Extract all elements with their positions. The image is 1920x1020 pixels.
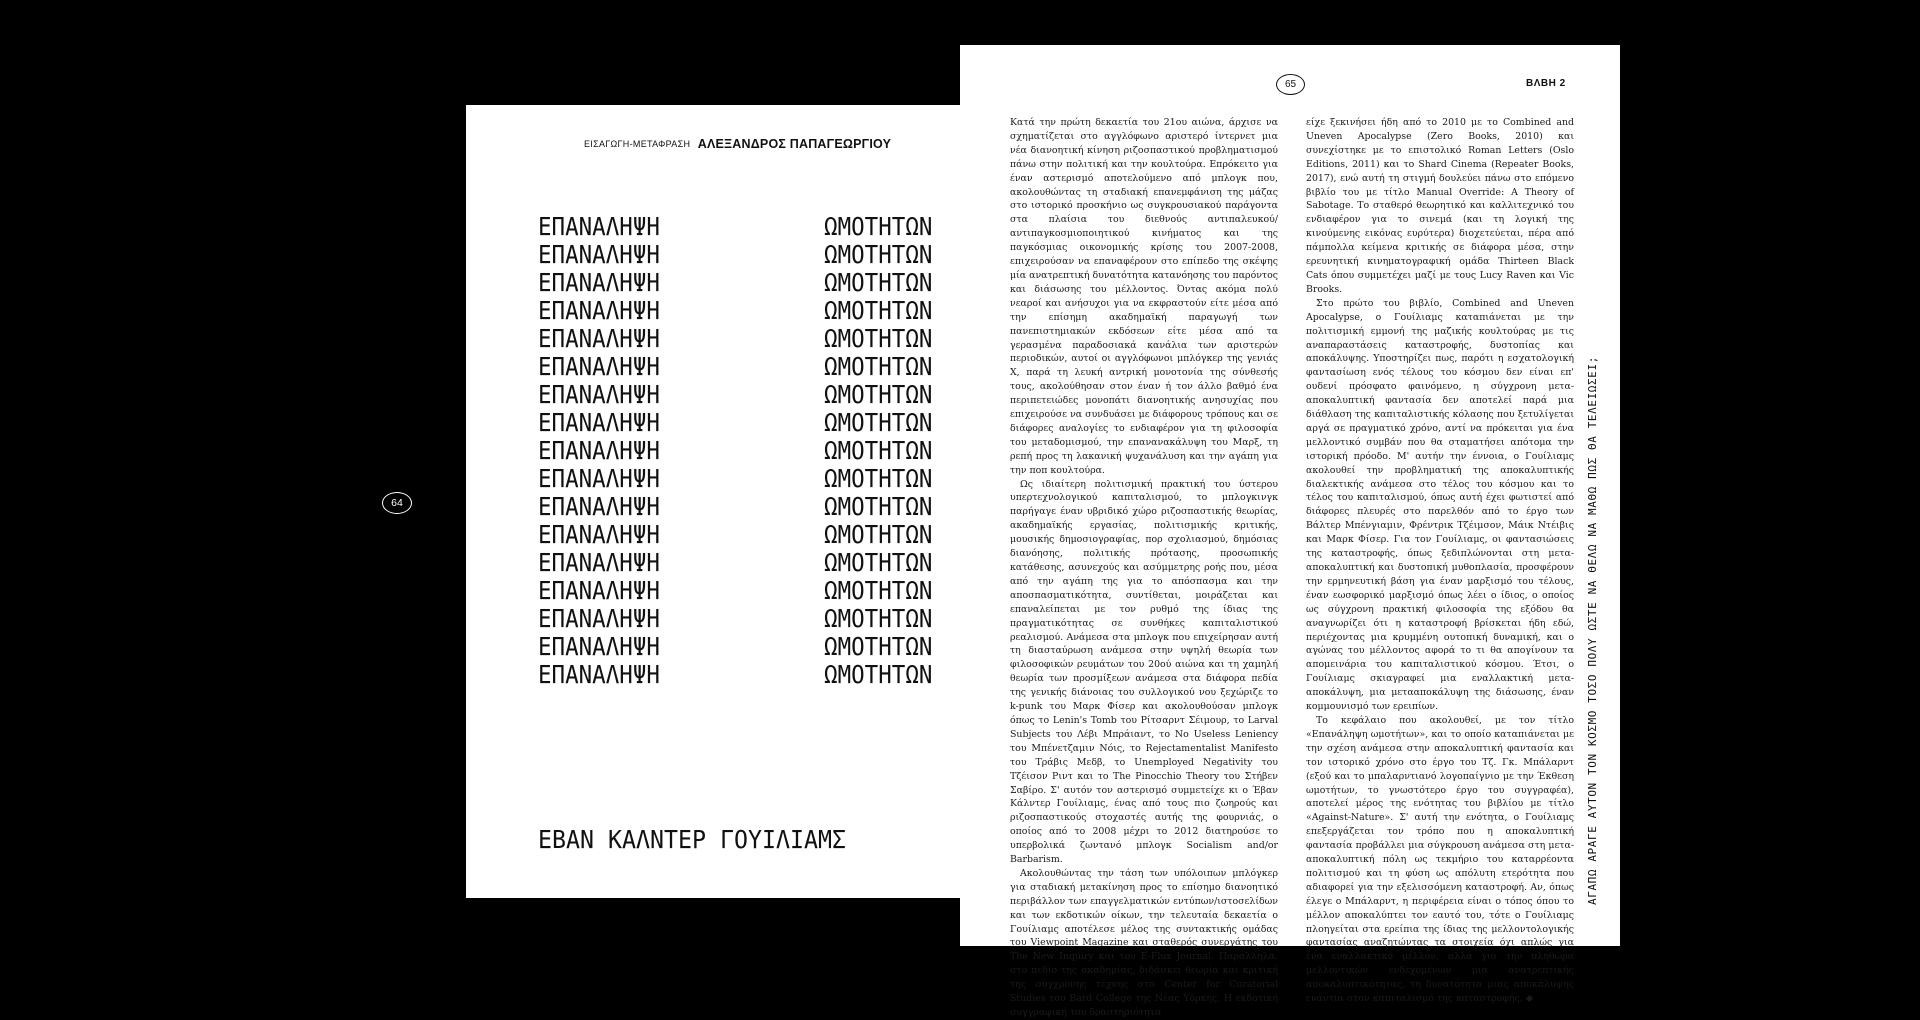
- translator-credit: [584, 135, 891, 153]
- title-word-left: ΕΠΑΝΑΛΗΨΗ: [538, 408, 660, 437]
- title-word-left: ΕΠΑΝΑΛΗΨΗ: [538, 576, 660, 605]
- credit-name: ΑΛΕΞΑΝΔΡΟΣ ΠΑΠΑΓΕΩΡΓΙΟΥ: [697, 136, 892, 151]
- title-row: [538, 437, 932, 465]
- title-row: [538, 661, 932, 689]
- body-paragraph: Στο πρώτο του βιβλίο, Combined and Uneven Apocalypse, ο Γουίλιαμς καταπιάνεται με την πολιτισμική εμμονή της μαζικής κουλτούρας με τις αναπαραστάσεις καταστροφής, δυστοπίας και αποκάλυψης. Υποστηρίζει πως, παρότι η εσχατολογική φαντασίωση ενός τέλους του κόσμου δεν είναι επ' ουδενί πρόσφατο φαινόμενο, η σύγχρονη μετα-αποκαλυπτική φαντασία δεν αποτελεί παρά μια διάθλαση της καπιταλιστικής κόλασης που ξετυλίγεται αργά σε πραγματικό χρόνο, αντί να πρόκειται για ένα μελλοντικό συμβάν που θα σταματήσει απότομα την ιστορική πρόοδο. Μ' αυτήν την έννοια, ο Γουίλιαμς ακολουθεί την προβληματική της αποκαλυπτικής διαλεκτικής ανάμεσα στο τέλος του κόσμου και το τέλος του καπιταλισμού, όπως αυτή έχει φωτιστεί από διάφορες πλευρές στο παρελθόν από το έργο των Βάλτερ Μπένγιαμιν, Φρέντρικ Τζέιμσον, Μάικ Ντέιβις και Μαρκ Φίσερ. Για τον Γουίλιαμς, οι φαντασιώσεις της καταστροφής, όπως ξεδιπλώνονται στη μετα-αποκαλυπτική και δυστοπική μυθοπλασία, προσφέρουν την ερμηνευτική βάση για έναν μαρξισμό του τέλους, έναν εωσφορικό μαρξισμό όπως λέει ο ίδιος, ο οποίος ως σύγχρονη πρακτική φιλοσοφία της εξόδου θα αναγνωρίζει ότι η καταστροφή βρίσκεται ήδη εδώ, περιέχοντας μια κρυμμένη ουτοπική δυναμική, και ο αγώνας του μέλλοντος αφορά το τι θα απογίνουν τα απομεινάρια του καπιταλιστικού κόσμου. Έτσι, ο Γουίλιαμς σκιαγραφεί μια εναλλακτική μετα-αποκάλυψη, μια μετααποκάλυψη της διάσωσης, έναν κομμουνισμό των ερειπίων.: [1306, 297, 1574, 713]
- title-word-left: ΕΠΑΝΑΛΗΨΗ: [538, 632, 660, 661]
- title-word-right: ΩΜΟΤΗΤΩΝ: [823, 660, 932, 689]
- body-paragraph: Ως ιδιαίτερη πολιτισμική πρακτική του ύστερου υπερτεχνολογικού καπιταλισμού, το μπλογκινγκ παρήγαγε έναν υβριδικό χώρο ριζοσπαστικής θεωρίας, ακαδημαϊκής εργασίας, πολιτισμικής κριτικής, μουσικής δημοσιογραφίας, πορ σχολιασμού, δημόσιας διανόησης, πολιτικής πρότασης, προσωπικής κατάθεσης, ασυνεχούς και ασύμμετρης ροής που, μέσα από την αγάπη της για το απόσπασμα και την αποσπασματικότητα, συντίθεται, μοιράζεται και επαναλείπεται με τον ρυθμό της ίδιας της πραγματικότητας σε συνθήκες καπιταλιστικού ρεαλισμού. Ανάμεσα στα μπλογκ που επιχείρησαν αυτή τη διασταύρωση ανάμεσα στην υψηλή θεωρία των φιλοσοφικών ρευμάτων του 20ού αιώνα και τη χαμηλή θεωρία των προσμίξεων ανάμεσα στα διάφορα πεδία της γενικής διάνοιας του συλλογικού νου ξεχώριζε το k-punk του Μαρκ Φίσερ και ακολουθούσαν μπλογκ όπως το Lenin's Tomb του Ρίτσαρντ Σέιμουρ, το Larval Subjects του Λέβι Μπράιαντ, το No Useless Leniency του Μπένετζαμιν Νόις, το Rejectamentalist Manifesto του Τράβις Μεδβ, το Unemployed Negativity του Τζέισον Ριντ και το The Pinocchio Theory του Στήβεν Σαβίρο. Σ' αυτόν τον αστερισμό συμμετείχε κι ο Έβαν Κάλντερ Γουίλιαμς, ένας από τους πιο ζωηρούς και ριζοσπαστικούς στοχαστές αυτής της φουρνιάς, ο οποίος από το 2008 μέχρι το 2012 διατηρούσε το υπερβολικά ζωντανό μπλογκ Socialism and/or Barbarism.: [1010, 478, 1278, 866]
- title-word-right: ΩΜΟΤΗΤΩΝ: [823, 408, 932, 437]
- title-word-left: ΕΠΑΝΑΛΗΨΗ: [538, 520, 660, 549]
- title-row: [538, 213, 932, 241]
- title-row: [538, 577, 932, 605]
- title-word-left: ΕΠΑΝΑΛΗΨΗ: [538, 548, 660, 577]
- text-column-right: [1306, 116, 1574, 1005]
- page-number-left: 64: [382, 492, 412, 514]
- title-word-right: ΩΜΟΤΗΤΩΝ: [823, 296, 932, 325]
- title-word-right: ΩΜΟΤΗΤΩΝ: [823, 604, 932, 633]
- author-name: ΕΒΑΝ ΚΑΛΝΤΕΡ ΓΟΥΙΛΙΑΜΣ: [538, 825, 846, 854]
- title-word-left: ΕΠΑΝΑΛΗΨΗ: [538, 660, 660, 689]
- title-row: [538, 241, 932, 269]
- body-paragraph: Ακολουθώντας την τάση των υπόλοιπων μπλόγκερ για σταδιακή μετακίνηση προς το επίσημο διανοητικό περιβάλλον των επαγγελματικών εντύπων/ιστοσελίδων και των εκδοτικών οίκων, την τελευταία δεκαετία ο Γουίλιαμς αποτέλεσε μέλος της συντακτικής ομάδας του Viewpoint Magazine και σταθερός συνεργάτης του The New Inquiry και του E-Flux Journal. Παράλληλα, στο πεδίο της ακαδημίας, διδάσκει θεωρία και κριτική της σύγχρονης τέχνης στο Center for Curatorial Studies του Bard College της Νέας Υόρκης. Η εκδοτική συγγραφική του δραστηριότητα: [1010, 867, 1278, 1018]
- title-word-right: ΩΜΟΤΗΤΩΝ: [823, 352, 932, 381]
- repeated-title-block: [538, 213, 932, 689]
- title-word-left: ΕΠΑΝΑΛΗΨΗ: [538, 464, 660, 493]
- title-word-left: ΕΠΑΝΑΛΗΨΗ: [538, 212, 660, 241]
- title-row: [538, 549, 932, 577]
- title-word-left: ΕΠΑΝΑΛΗΨΗ: [538, 492, 660, 521]
- title-word-right: ΩΜΟΤΗΤΩΝ: [823, 212, 932, 241]
- title-word-right: ΩΜΟΤΗΤΩΝ: [823, 576, 932, 605]
- title-word-right: ΩΜΟΤΗΤΩΝ: [823, 436, 932, 465]
- title-word-left: ΕΠΑΝΑΛΗΨΗ: [538, 268, 660, 297]
- title-word-left: ΕΠΑΝΑΛΗΨΗ: [538, 380, 660, 409]
- body-paragraph: Κατά την πρώτη δεκαετία του 21ου αιώνα, άρχισε να σχηματίζεται στο αγγλόφωνο αριστερό ίντερνετ μια νέα διανοητική κίνηση ριζοσπαστικού προβληματισμού πάνω στην πολιτική και την κουλτούρα. Επρόκειτο για έναν αστερισμό αποτελούμενο από μπλογκ που, ακολουθώντας τη σταδιακή επανεμφάνιση της μάζας στο ιστορικό προσκήνιο ως συγκρουσιακού παράγοντα στα πλαίσια του διεθνούς αντιπαλευκού/αντιπαγκοσμιοποιητικού κινήματος και της παγκόσμιας οικονομικής κρίσης του 2007-2008, επιχειρούσαν να επαναφέρουν στο επίπεδο της σκέψης μία ανατρεπτική δυνατότητα κατανόησης του παρόντος και διάσωσης του μέλλοντος. Όντας ακόμα πολύ νεαροί και ανήσυχοι για να εκφραστούν είτε μέσα από την επίσημη ακαδημαϊκή παραγωγή των πανεπιστημιακών εκδόσεων είτε μέσα από τα γερασμένα παραδοσιακά κανάλια των αριστερών περιοδικών, αυτοί οι αγγλόφωνοι μπλόγκερ της γενιάς Χ, παρά τη λευκή αντρική μονοτονία της σύνθεσής τους, ακολούθησαν στον έναν ή τον άλλο βαθμό ένα περιπετειώδες μονοπάτι διανοητικής ανησυχίας που επιχειρούσε να συνδυάσει με διάφορους τρόπους και σε διάφορες αναλογίες το ενδιαφέρον για τη φιλοσοφία του μεταδομισμού, την επανανακάλυψη του Μαρξ, τη ρεπή προς τη λακανική ψυχανάλυση και την αγάπη για την ποπ κουλτούρα.: [1010, 117, 1278, 476]
- page-number-right: 65: [1276, 74, 1305, 95]
- title-row: [538, 297, 932, 325]
- title-row: [538, 493, 932, 521]
- title-word-left: ΕΠΑΝΑΛΗΨΗ: [538, 436, 660, 465]
- title-word-right: ΩΜΟΤΗΤΩΝ: [823, 548, 932, 577]
- title-word-left: ΕΠΑΝΑΛΗΨΗ: [538, 296, 660, 325]
- body-paragraph: Το κεφάλαιο που ακολουθεί, με τον τίτλο «Επανάληψη ωμοτήτων», και το οποίο καταπιάνεται με την σχέση ανάμεσα στην αποκαλυπτική φαντασία και τον ιστορικό χρόνο στο έργο του Τζ. Γκ. Μπάλαρντ (εξού και το μπαλαρντιανό λογοπαίγνιο με την Έκθεση ωμοτήτων, το γνωστότερο έργο του συγγραφέα), αποτελεί μέρος της ενότητας του βιβλίου με τίτλο «Against-Nature». Σ' αυτή την ενότητα, ο Γουίλιαμς επεξεργάζεται τον τρόπο που η αποκαλυπτική φαντασία προβάλλει μια σύγκρουση ανάμεσα στη μετα-αποκαλυπτική πόλη ως τεκμήριο του καταρρέοντα πολιτισμού και τη φύση ως απόλυτη ετερότητα που αδιαφορεί για την εξελισσόμενη καταστροφή. Αν, όπως έλεγε ο Μπάλαρντ, η περιφέρεια είναι ο τόπος όπου το μέλλον αποκαλύπτει τον εαυτό του, τότε ο Γουίλιαμς πλοηγείται στα ερείπια της ίδιας της μελλοντολογικής φαντασίας αναζητώντας τα στοιχεία όχι απλώς για ένα εναλλακτικό μέλλον, αλλά για την πληθώρα μελλοντικών ενδεχομένων μια ανατρεπτικής αποκαλυπτικότητας, τη δυνατότητα μιας αποκάλυψης ενάντια στον καπιταλισμό της καταστροφής. ◆: [1306, 714, 1574, 1005]
- title-word-left: ΕΠΑΝΑΛΗΨΗ: [538, 240, 660, 269]
- title-row: [538, 633, 932, 661]
- text-column-left: [1010, 116, 1278, 1018]
- title-row: [538, 325, 932, 353]
- title-word-right: ΩΜΟΤΗΤΩΝ: [823, 492, 932, 521]
- body-paragraph: είχε ξεκινήσει ήδη από το 2010 με το Combined and Uneven Apocalypse (Zero Books, 2010) και συνεχίστηκε με το επιστολικό Roman Letters (Oslo Editions, 2011) και το Shard Cinema (Repeater Books, 2017), ενώ αυτή τη στιγμή δουλεύει πάνω στο επόμενο βιβλίο του με τίτλο Manual Override: A Theory of Sabotage. Το σταθερό θεωρητικό και καλλιτεχνικό του ενδιαφέρον για το σινεμά (και τη λογική της κινούμενης εικόνας ευρύτερα) διοχετεύεται, πέρα από πάμπολλα κείμενα κριτικής σε διάφορα μέσα, στην ερευνητική κινηματογραφική ομάδα Thirteen Black Cats όπου συμμετέχει μαζί με τους Lucy Raven και Vic Brooks.: [1306, 117, 1574, 295]
- title-word-right: ΩΜΟΤΗΤΩΝ: [823, 464, 932, 493]
- running-head: ΒΛΒΗ 2: [1526, 78, 1566, 89]
- right-page: [960, 45, 1620, 1018]
- title-word-right: ΩΜΟΤΗΤΩΝ: [823, 268, 932, 297]
- title-word-right: ΩΜΟΤΗΤΩΝ: [823, 632, 932, 661]
- title-word-right: ΩΜΟΤΗΤΩΝ: [823, 240, 932, 269]
- title-row: [538, 381, 932, 409]
- title-word-left: ΕΠΑΝΑΛΗΨΗ: [538, 352, 660, 381]
- credit-role: ΕΙΣΑΓΩΓΗ-ΜΕΤΑΦΡΑΣΗ: [584, 138, 691, 149]
- title-word-right: ΩΜΟΤΗΤΩΝ: [823, 324, 932, 353]
- title-word-left: ΕΠΑΝΑΛΗΨΗ: [538, 324, 660, 353]
- title-row: [538, 269, 932, 297]
- title-row: [538, 465, 932, 493]
- vertical-margin-text: ΑΓΑΠΩ ΑΡΑΓΕ ΑΥΤΟΝ ΤΟΝ ΚΟΣΜΟ ΤΟΣΟ ΠΟΛΥ ΩΣΤΕ ΝΑ ΘΕΛΩ ΝΑ ΜΑΘΩ ΠΩΣ ΘΑ ΤΕΛΕΙΩΣΕΙ;: [1586, 356, 1599, 905]
- title-row: [538, 353, 932, 381]
- title-row: [538, 605, 932, 633]
- title-word-left: ΕΠΑΝΑΛΗΨΗ: [538, 604, 660, 633]
- title-word-right: ΩΜΟΤΗΤΩΝ: [823, 380, 932, 409]
- left-page: [466, 105, 960, 898]
- title-row: [538, 521, 932, 549]
- title-row: [538, 409, 932, 437]
- title-word-right: ΩΜΟΤΗΤΩΝ: [823, 520, 932, 549]
